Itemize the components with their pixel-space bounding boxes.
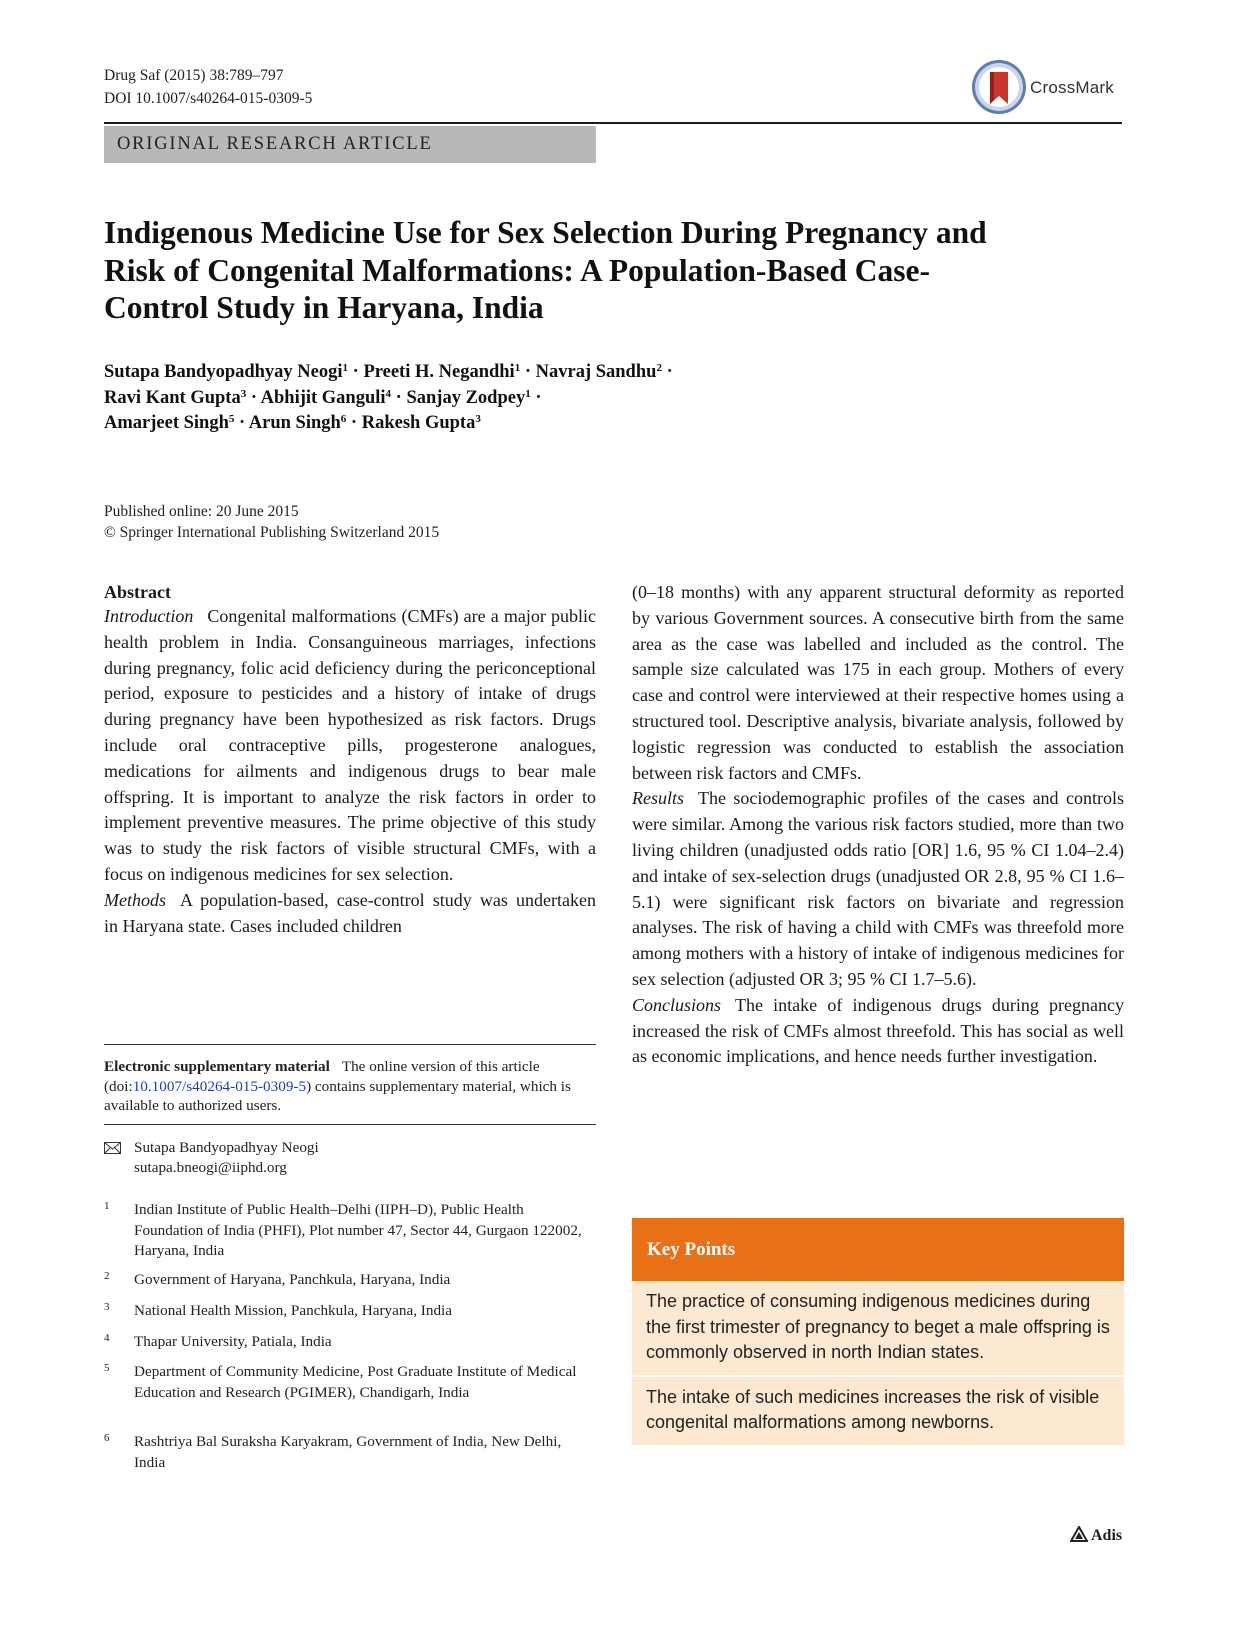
author-name[interactable]: Rakesh Gupta [361, 413, 476, 433]
key-point-item: The intake of such medicines increases the risk of visible congenital malformations among newborns. [632, 1377, 1124, 1445]
author-affiliation-mark: 6 [340, 413, 347, 425]
correspondence [104, 1138, 319, 1178]
publisher-name: Adis [1091, 1527, 1123, 1544]
article-title: Indigenous Medicine Use for Sex Selection During Pregnancy and Risk of Congenital Malformations: A Population-Based Case-Control Study in Haryana, India [104, 215, 987, 325]
author-affiliation-mark: 1 [525, 387, 531, 400]
affiliation-number: 4 [104, 1332, 110, 1344]
affiliation-text: Department of Community Medicine, Post Graduate Institute of Medical Education and Research (PGIMER), Chandigarh, India [134, 1363, 577, 1401]
esm-text-before: The online version of this article (doi: [104, 1058, 540, 1095]
author-name[interactable]: Amarjeet Singh [104, 413, 229, 433]
author-affiliation-mark: 2 [656, 362, 662, 374]
abstract-right-column [632, 580, 1124, 1070]
correspondence-email[interactable]: sutapa.bneogi@iiphd.org [134, 1159, 287, 1176]
article-type-banner: ORIGINAL RESEARCH ARTICLE [104, 126, 596, 163]
author-affiliation-mark: 3 [475, 413, 481, 425]
adis-triangle-icon [1070, 1526, 1088, 1542]
crossmark-icon [970, 58, 1028, 116]
author-name[interactable]: Preeti H. Negandhi [363, 362, 515, 382]
author-name[interactable]: Sutapa Bandyopadhyay Neogi [104, 362, 343, 382]
affiliation-item [104, 1362, 596, 1403]
affiliation-text: National Health Mission, Panchkula, Haryana, India [134, 1302, 453, 1319]
abstract-introduction [104, 604, 596, 888]
journal-citation: Drug Saf (2015) 38:789–797 [104, 67, 284, 84]
affiliation-number: 3 [104, 1301, 110, 1313]
esm-label: Electronic supplementary material [104, 1058, 330, 1075]
author-name[interactable]: Sanjay Zodpey [406, 387, 526, 408]
esm-doi-link[interactable]: 10.1007/s40264-015-0309-5 [132, 1077, 307, 1095]
author-affiliation-mark: 3 [240, 387, 247, 400]
esm-rule [104, 1124, 596, 1125]
supplementary-material-note [104, 1057, 596, 1116]
abstract-results [632, 786, 1124, 992]
footnote-rule [104, 1044, 596, 1045]
conclusions-label: Conclusions [632, 994, 722, 1015]
affiliation-item [104, 1200, 596, 1262]
journal-info [104, 64, 312, 110]
author-list: Sutapa Bandyopadhyay Neogi$^1$ · Preeti H. Negandhi$^1$ · Navraj Sandhu$^2$ · Ravi Kant Gupta$^3$ · Abhijit Ganguli$^4$ · Sanjay Zodpey$^1$ · Amarjeet Singh$^5$ · Arun Singh$^6$ · Rakesh Gupta$^3$ [104, 362, 673, 433]
affiliation-text: Rashtriya Bal Suraksha Karyakram, Government of India, New Delhi, India [134, 1433, 562, 1471]
key-points-box [632, 1218, 1124, 1445]
publication-info [104, 501, 439, 543]
affiliation-item [104, 1270, 596, 1291]
journal-doi: DOI 10.1007/s40264-015-0309-5 [104, 90, 313, 107]
abstract-body-right [632, 580, 1124, 1070]
key-points-heading: Key Points [632, 1218, 1124, 1281]
esm-text-after: ) contains supplementary material, which is available to authorized users. [104, 1077, 571, 1114]
author-affiliation-mark: 1 [342, 362, 349, 374]
author-affiliation-mark: 1 [514, 362, 521, 374]
header-rule [104, 122, 1122, 124]
copyright-notice: © Springer International Publishing Switzerland 2015 [104, 524, 440, 541]
author-name[interactable]: Ravi Kant Gupta [104, 387, 241, 408]
abstract-body-left [104, 604, 596, 939]
author-affiliation-mark: 4 [385, 387, 392, 400]
results-label: Results [632, 788, 684, 809]
affiliation-number: 2 [104, 1270, 110, 1282]
publisher-logo [1070, 1526, 1122, 1545]
methods-label: Methods [104, 889, 166, 910]
affiliation-item [104, 1332, 596, 1353]
published-date: Published online: 20 June 2015 [104, 503, 299, 520]
affiliation-item [104, 1301, 596, 1322]
author-name[interactable]: Abhijit Ganguli [260, 387, 386, 408]
abstract-left-column [104, 580, 596, 939]
envelope-icon [104, 1142, 121, 1154]
affiliation-number: 1 [104, 1200, 110, 1212]
affiliation-number: 6 [104, 1432, 110, 1444]
abstract-conclusions [632, 993, 1124, 1070]
conclusions-text: The intake of indigenous drugs during pregnancy increased the risk of CMFs almost threefold. This has social as well as economic implications, and hence needs further investigation. [632, 994, 1124, 1067]
correspondence-name: Sutapa Bandyopadhyay Neogi [134, 1139, 319, 1156]
methods-continued: (0–18 months) with any apparent structural deformity as reported by various Government sources. A consecutive birth from the same area as the case was labelled and included as the control. The sample size calculated was 175 in each group. Mothers of every case and control were interviewed at their respective homes using a structured tool. Descriptive analysis, bivariate analysis, followed by logistic regression was conducted to establish the association between risk factors and CMFs. [632, 582, 1124, 783]
affiliation-text: Indian Institute of Public Health–Delhi (IIPH–D), Public Health Foundation of India (PHFI), Plot number 47, Sector 44, Gurgaon 122002, Haryana, India [134, 1201, 582, 1259]
affiliation-text: Thapar University, Patiala, India [134, 1333, 332, 1350]
author-affiliation-mark: 5 [228, 413, 235, 425]
affiliation-text: Government of Haryana, Panchkula, Haryana, India [134, 1271, 451, 1288]
crossmark-label: CrossMark [1030, 78, 1114, 97]
author-name[interactable]: Arun Singh [248, 413, 341, 433]
key-point-item: The practice of consuming indigenous medicines during the first trimester of pregnancy to beget a male offspring is commonly observed in north Indian states. [632, 1281, 1124, 1375]
author-name[interactable]: Navraj Sandhu [535, 362, 657, 382]
abstract-methods [104, 888, 596, 940]
abstract-heading: Abstract [104, 582, 171, 602]
introduction-label: Introduction [104, 606, 194, 626]
crossmark-badge[interactable] [970, 58, 1122, 118]
introduction-text: Congenital malformations (CMFs) are a major public health problem in India. Consanguineous marriages, infections during pregnancy, folic acid deficiency during the periconceptional period, exposure to pesticides and a history of intake of drugs during pregnancy have been hypothesized as risk factors. Drugs include oral contraceptive pills, progesterone analogues, medications for ailments and indigenous drugs to bear male offspring. It is important to analyze the risk factors in order to implement preventive measures. The prime objective of this study was to study the risk factors of visible structural CMFs, with a focus on indigenous medicines for sex selection. [104, 606, 596, 884]
methods-text-part1: A population-based, case-control study was undertaken in Haryana state. Cases included children [104, 889, 596, 936]
affiliation-item [104, 1432, 596, 1473]
affiliation-number: 5 [104, 1362, 110, 1374]
results-text: The sociodemographic profiles of the cases and controls were similar. Among the various risk factors studied, more than two living children (unadjusted odds ratio [OR] 1.6, 95 % CI 1.04–2.4) and intake of sex-selection drugs (unadjusted OR 2.8, 95 % CI 1.6–5.1) were significant risk factors on bivariate and regression analyses. The risk of having a child with CMFs was threefold more among mothers with a history of intake of indigenous medicines for sex selection (adjusted OR 3; 95 % CI 1.7–5.6). [632, 788, 1124, 989]
